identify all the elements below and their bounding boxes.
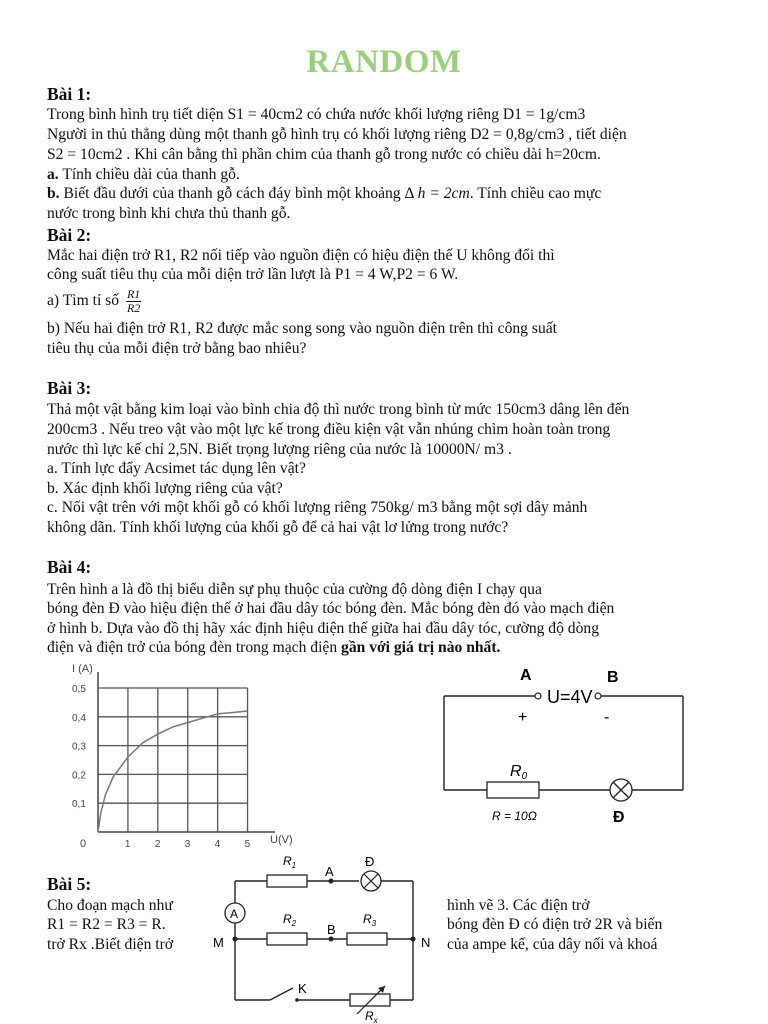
node-b-label: B [327,922,336,937]
bai4-line [47,638,500,658]
fraction-denominator: R2 [126,301,141,315]
x-tick-label: 1 [124,839,131,850]
resistor-r2 [267,933,307,945]
ammeter-label: A [230,907,239,921]
terminal-b-label: B [607,669,619,686]
r3-label: $R_3$ [363,912,377,928]
bai4-line: bóng đèn Đ vào hiệu điện thế ở hai đầu dây tóc bóng đèn. Mắc bóng đèn đó vào mạch điện [47,600,615,617]
terminal-a-label: A [520,667,532,684]
bai2-line: b) Nếu hai điện trở R1, R2 được mắc song song vào nguồn điện trên thì công suất [47,320,557,337]
y-tick-label: 0,1 [72,799,86,811]
node-a [329,879,334,884]
fraction-numerator: R1 [126,287,141,301]
math-expression: h = 2cm [417,185,470,202]
graph-grid [98,688,248,832]
y-tick-label: 0,5 [72,684,86,695]
y-tick-labels [72,684,86,810]
terminal-b [595,693,601,699]
bai3-line: 200cm3 . Nếu treo vật vào một lực kế trong điều kiện vật vẫn nhúng chìm hoàn toàn trong [47,421,611,438]
resistance-value: R = 10Ω [492,809,537,823]
x-tick-label: 5 [244,839,251,850]
switch-label: K [298,981,307,996]
node-a-label: A [325,864,334,879]
label-b: b. [47,185,60,202]
minus-sign: - [604,709,610,726]
x-tick-label: 4 [214,839,221,850]
resistor-r1 [267,875,307,887]
node-n-label: N [421,935,431,950]
question-text: . Tính chiều cao mực [469,185,602,202]
resistor-r3 [347,933,387,945]
r0-label: R0 [510,763,528,782]
node-n [411,937,416,942]
x-tick-label: 3 [184,839,191,850]
y-tick-label: 0,2 [72,770,86,782]
bai5-line: bóng đèn Đ có điện trở 2R và biến [447,916,663,933]
terminal-a [535,693,541,699]
bai5-heading: Bài 5: [47,874,92,894]
ratio-fraction [126,288,141,315]
bai5-line: hình vẽ 3. Các điện trở [447,897,590,914]
bai3-heading: Bài 3: [47,378,92,398]
bai1-question-b [47,184,601,204]
question-text: điện và điện trở của bóng đèn trong mạch điện [47,639,342,656]
bai2-line: công suất tiêu thụ của mỗi diện trở lần lượt là P1 = 4 W,P2 = 6 W. [47,266,459,283]
y-tick-label: 0,3 [72,741,86,753]
x-tick-label: 2 [154,839,161,850]
resistor-r0 [487,782,539,798]
plus-sign: + [518,709,528,726]
bai1-line: S2 = 10cm2 . Khi cân bằng thì phần chim của thanh gỗ trong nước có chiều dài h=20cm. [47,146,601,163]
question-text: Tính chiều dài của thanh gỗ. [58,166,240,183]
circuit-3 [205,850,445,1024]
bai4-heading: Bài 4: [47,557,92,577]
iv-graph [60,660,310,855]
bai1-question-a [47,165,240,185]
bai4-line: ở hình b. Dựa vào đồ thị hãy xác định hiệu điện thế giữa hai đầu dây tóc, cường độ dòng [47,620,599,637]
page-title: RANDOM [306,44,462,80]
bai3-line: không dãn. Tính khối lượng của khối gỗ để cả hai vật lơ lửng trong nước? [47,519,509,536]
bai3-line: b. Xác định khối lượng riêng của vật? [47,480,283,497]
bai1-line: nước trong bình khi chưa thủ thanh gỗ. [47,205,291,222]
question-text: Biết đầu dưới của thanh gỗ cách đáy bình một khoảng Δ [59,185,418,202]
bai1-heading: Bài 1: [47,84,92,104]
rheostat-rx [350,994,390,1006]
bai1-line: Người in thủ thẳng dùng một thanh gỗ hình trụ có khối lượng riêng D2 = 0,8g/cm3 , tiết diện [47,126,627,143]
bai2-heading: Bài 2: [47,225,92,245]
bai5-line: của ampe kế, của dây nối và khoá [447,936,658,953]
bai4-line: Trên hình a là đồ thị biểu diễn sự phụ thuộc của cường độ dòng điện I chạy qua [47,581,542,598]
circuit-b [440,660,690,830]
bai2-line: Mắc hai điện trở R1, R2 nối tiếp vào nguồn điện có hiệu điện thế U không đổi thì [47,247,555,264]
source-label: U=4V [547,687,593,707]
bai3-line: c. Nối vật trên với một khối gỗ có khối lượng riêng 750kg/ m3 bằng một sợi dây mảnh [47,499,588,516]
bai5-line: trở Rx .Biết điện trở [47,936,174,953]
x-axis-label: U(V) [270,834,293,846]
iv-curve [98,711,248,832]
node-b [329,937,334,942]
bai3-line: Thả một vật bằng kim loại vào bình chia độ thì nước trong bình từ mức 150cm3 dâng lên đến [47,401,630,418]
bai1-line: Trong bình hình trụ tiết diện S1 = 40cm2 có chứa nước khối lượng riêng D1 = 1g/cm3 [47,106,586,123]
switch-k [270,988,293,1000]
emphasis-text: gần với giá trị nào nhất. [341,639,501,656]
bai3-line: nước thì lực kế chỉ 2,5N. Biết trọng lượng riêng của nước là 10000N/ m3 . [47,441,512,458]
r1-label: $R_1$ [283,854,297,870]
node-m-label: M [213,935,224,950]
bai2-line: tiêu thụ của mỗi điện trở bằng bao nhiêu? [47,340,307,357]
r2-label: $R_2$ [283,912,297,928]
question-text: a) Tìm tỉ số [47,292,123,310]
rx-label: $R_x$ [365,1009,378,1024]
origin-label: 0 [80,838,87,850]
bai5-line: Cho đoạn mạch như [47,897,173,914]
x-tick-labels [125,839,251,850]
bai2-question-a [47,288,141,315]
y-tick-label: 0,4 [72,712,86,724]
lamp-label: Đ [365,854,375,869]
lamp-label: Đ [613,809,625,826]
label-a: a. [47,166,59,183]
bai3-line: a. Tính lực đẩy Acsimet tác dụng lên vật? [47,460,306,477]
bai5-line: R1 = R2 = R3 = R. [47,916,166,933]
y-axis-label: I (A) [72,663,93,675]
